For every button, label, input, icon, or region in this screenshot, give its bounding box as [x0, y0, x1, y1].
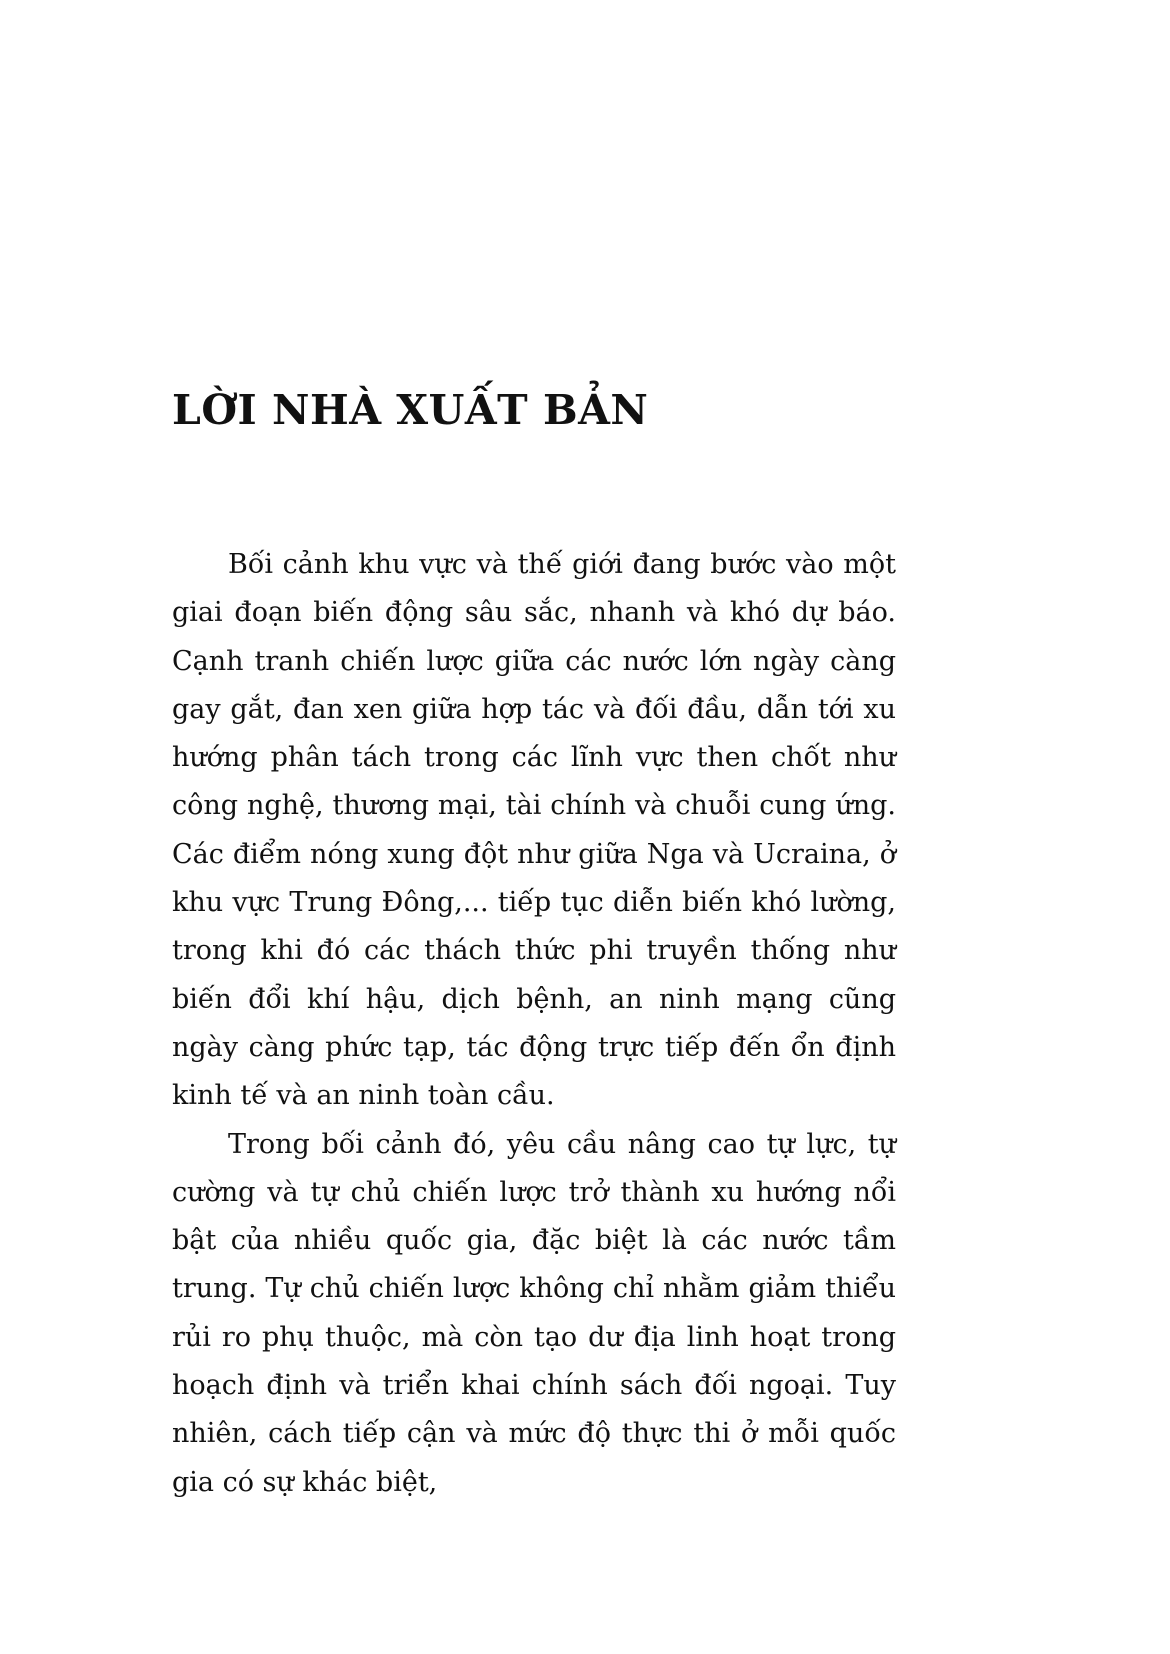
paragraph-1: Bối cảnh khu vực và thế giới đang bước vào một giai đoạn biến động sâu sắc, nhanh và khó dự báo. Cạnh tranh chiến lược giữa các nước lớn ngày càng gay gắt, đan xen giữa hợp tác và đối đầu, dẫn tới xu hướng phân tách trong các lĩnh vực then chốt như công nghệ, thương mại, tài chính và chuỗi cung ứng. Các điểm nóng xung đột như giữa Nga và Ucraina, ở khu vực Trung Đông,... tiếp tục diễn biến khó lường, trong khi đó các thách thức phi truyền thống như biến đổi khí hậu, dịch bệnh, an ninh mạng cũng ngày càng phức tạp, tác động trực tiếp đến ổn định kinh tế và an ninh toàn cầu.	[172, 549, 896, 1112]
paragraph-2: Trong bối cảnh đó, yêu cầu nâng cao tự lực, tự cường và tự chủ chiến lược trở thành xu hướng nổi bật của nhiều quốc gia, đặc biệt là các nước tầm trung. Tự chủ chiến lược không chỉ nhằm giảm thiểu rủi ro phụ thuộc, mà còn tạo dư địa linh hoạt trong hoạch định và triển khai chính sách đối ngoại. Tuy nhiên, cách tiếp cận và mức độ thực thi ở mỗi quốc gia có sự khác biệt,	[172, 1128, 896, 1498]
body-text	[172, 541, 896, 1507]
page-title: LỜI NHÀ XUẤT BẢN	[172, 386, 649, 434]
